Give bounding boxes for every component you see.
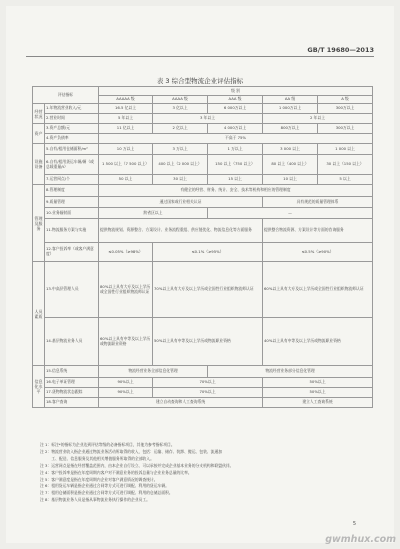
cell: 50%以上 (263, 388, 373, 398)
cell: 4 000万以上 (208, 124, 263, 134)
cell: 3 000 以上 (263, 144, 318, 155)
cell: 60%以上具有中等及以上学历或物流职业资格 (99, 318, 153, 366)
row-label: 10.业务辐射面 (45, 208, 99, 219)
cell: 10 万以上 (99, 144, 153, 155)
cell: 通过国家或行业相关认证 (99, 197, 263, 208)
cell: 1 万以上 (208, 144, 263, 155)
header-grade: 级 别 (99, 87, 373, 96)
standard-number: GB/T 19680—2013 (307, 46, 374, 54)
cell: 16.5 亿以上 (99, 104, 153, 114)
cell: 1 000 以上 (318, 144, 373, 155)
cell: ≤0.5%（≥90%） (263, 243, 373, 262)
cell: — (208, 208, 373, 219)
cell: 5 年以上 (99, 114, 153, 124)
row-label: 12.客户投诉率（或客户满意度） (45, 243, 99, 262)
cell: 70%以上 (153, 378, 263, 388)
cell: 30 以上（150 以上） (318, 155, 373, 175)
category-personnel: 人员素质 (33, 262, 45, 366)
cell: 80%以上具有大专及以上学历或全国性行业组织物流师认证 (99, 262, 153, 318)
header-indicator: 评估指标 (33, 87, 99, 104)
cell: 3 亿以上 (153, 104, 208, 114)
note-line: 注 2：物流营业收入指企业通过物流业务活动所取得的收入，包括：运输、储存、装卸、搬运、包装、流通加 (40, 448, 223, 454)
cell: 40%以上具有中等及以上学历或物流职业资格 (263, 318, 373, 366)
row-label: 8.管理制度 (45, 185, 99, 197)
row-label: 16.电子单证管理 (45, 378, 99, 388)
row-label: 11.物流服务方案与实施 (45, 219, 99, 243)
row-label: 6.自有/租用货运车辆/辆（或总载重量/t） (45, 155, 99, 175)
cell: 80 以上（400 以上） (263, 155, 318, 175)
category-it-level: 信息化水平 (33, 366, 45, 408)
cell: 5 以上 (318, 175, 373, 185)
category-assets: 资产 (33, 124, 45, 144)
cell: 50%以上具有中等及以上学历或物流职业资格 (153, 318, 263, 366)
cell: 800万以上 (263, 124, 318, 134)
cell: 90%以上 (99, 378, 153, 388)
category-facilities: 设施设备 (33, 144, 45, 185)
table-notes (40, 442, 370, 504)
cell: 70%以上 (153, 388, 263, 398)
category-operations: 经营状况 (33, 104, 45, 124)
note-line: 注 5：客户满意度是指在年度周期内企业对客户满意情况的调查统计。 (40, 476, 158, 482)
cell: 建立自动查询和人工查询系统 (99, 398, 263, 408)
cell: 2 亿以上 (153, 124, 208, 134)
header-rule (26, 56, 374, 57)
cell: 3 万以上 (153, 144, 208, 155)
note-line: 注 3：运营网点是指在经营覆盖范围内，由本企业自行设立、可以承接并完成企业基本业务的分支机构和联盟伙伴。 (40, 462, 234, 468)
cell: 60%以上具有大专及以上学历或全国性行业组织物流师认证 (263, 262, 373, 318)
cell: 11 亿以上 (99, 124, 153, 134)
note-line: 注 7：租用仓储面积是指企业通过合同等方式可进行调配、利用的仓储总面积。 (40, 490, 173, 496)
note-line: 注 4：客户投诉率是指在年度周期内客户对不满意业务的投诉总量与企业业务总量的比率。 (40, 469, 192, 475)
cell: 具有规范的质量管理体系 (263, 197, 373, 208)
cell: 400 以上（2 000 以上） (153, 155, 208, 175)
cell: 50 以上 (99, 175, 153, 185)
header-a3: AAA 级 (208, 96, 263, 104)
document-page (6, 6, 394, 543)
cell: 1 000万以上 (263, 104, 318, 114)
cell: ≤0.05%（≥98%） (99, 243, 153, 262)
row-label: 15.信息系统 (45, 366, 99, 378)
note-line: 注 1：标注*的指标为企业达到评估等级的必备指标项目，其他为参考指标项目。 (40, 442, 175, 447)
note-line: 注 6：租用货运车辆是指企业通过合同等方式可进行调配、利用的货运车辆。 (40, 483, 169, 489)
cell: 6 000万以上 (208, 104, 263, 114)
category-management: 管理及服务 (33, 185, 45, 262)
note-line: 注 8：基层物流业务人员是指从事物流业务执行操作的企业员工。 (40, 497, 150, 503)
cell: 30 以上 (153, 175, 208, 185)
row-label: 9.质量管理 (45, 197, 99, 208)
cell: ≤0.1%（≥95%） (153, 243, 263, 262)
row-label: 5.自有/租用仓储面积/m² (45, 144, 99, 155)
row-label: 18.客户查询 (45, 398, 99, 408)
cell: 有健全的经营、财务、统计、安全、技术等机构和相应的管理制度 (99, 185, 373, 197)
cell: 1 500 以上（7 500 以上） (99, 155, 153, 175)
row-label: 7.运营网点/个 (45, 175, 99, 185)
cell: 提供物流规划、资源整合、方案设计、业务流程重组、供应链优化、物流信息化等方面服务 (99, 219, 263, 243)
note-line: 工、配送、信息服务及其他相关增值服务所取得的全部收入。 (40, 455, 154, 461)
cell: 提供整合物流资源、方案设计等方面的咨询服务 (263, 219, 373, 243)
row-label: 14.基层物流业务人员 (45, 318, 99, 366)
row-label: 3.资产总额/元 (45, 124, 99, 134)
cell: 15 以上 (208, 175, 263, 185)
row-label: 1.年物流营业收入/元 (45, 104, 99, 114)
evaluation-table (32, 86, 373, 408)
cell: 物流经营业务部分信息化管理 (208, 366, 373, 378)
cell: 建立人工查询系统 (263, 398, 373, 408)
cell: 70%以上具有大专及以上学历或全国性行业组织物流师认证 (153, 262, 263, 318)
header-a2: AA 级 (263, 96, 318, 104)
header-a1: A 级 (318, 96, 373, 104)
cell: 跨省区以上 (99, 208, 208, 219)
row-label: 13.中高层管理人员 (45, 262, 99, 318)
cell: 不高于 75% (99, 134, 373, 144)
header-a4: AAAA 级 (153, 96, 208, 104)
row-label: 4.资产负债率 (45, 134, 99, 144)
cell: 2 年以上 (263, 114, 373, 124)
cell: 50%以上 (263, 378, 373, 388)
cell: 300万以上 (318, 104, 373, 114)
cell: 3 年以上 (153, 114, 263, 124)
watermark: gwmhux.com (325, 534, 396, 545)
header-a5: AAAAA 级 (99, 96, 153, 104)
table-title: 表 3 综合型物流企业评估指标 (156, 77, 244, 85)
row-label: 2.营业时间 (45, 114, 99, 124)
row-label: 17.货物物流状态跟踪 (45, 388, 99, 398)
page-number: 5 (352, 521, 356, 527)
cell: 物流经营业务全部信息化管理 (99, 366, 208, 378)
cell: 300万以上 (318, 124, 373, 134)
cell: 90%以上 (99, 388, 153, 398)
cell: 150 以上（750 以上） (208, 155, 263, 175)
cell: 10 以上 (263, 175, 318, 185)
